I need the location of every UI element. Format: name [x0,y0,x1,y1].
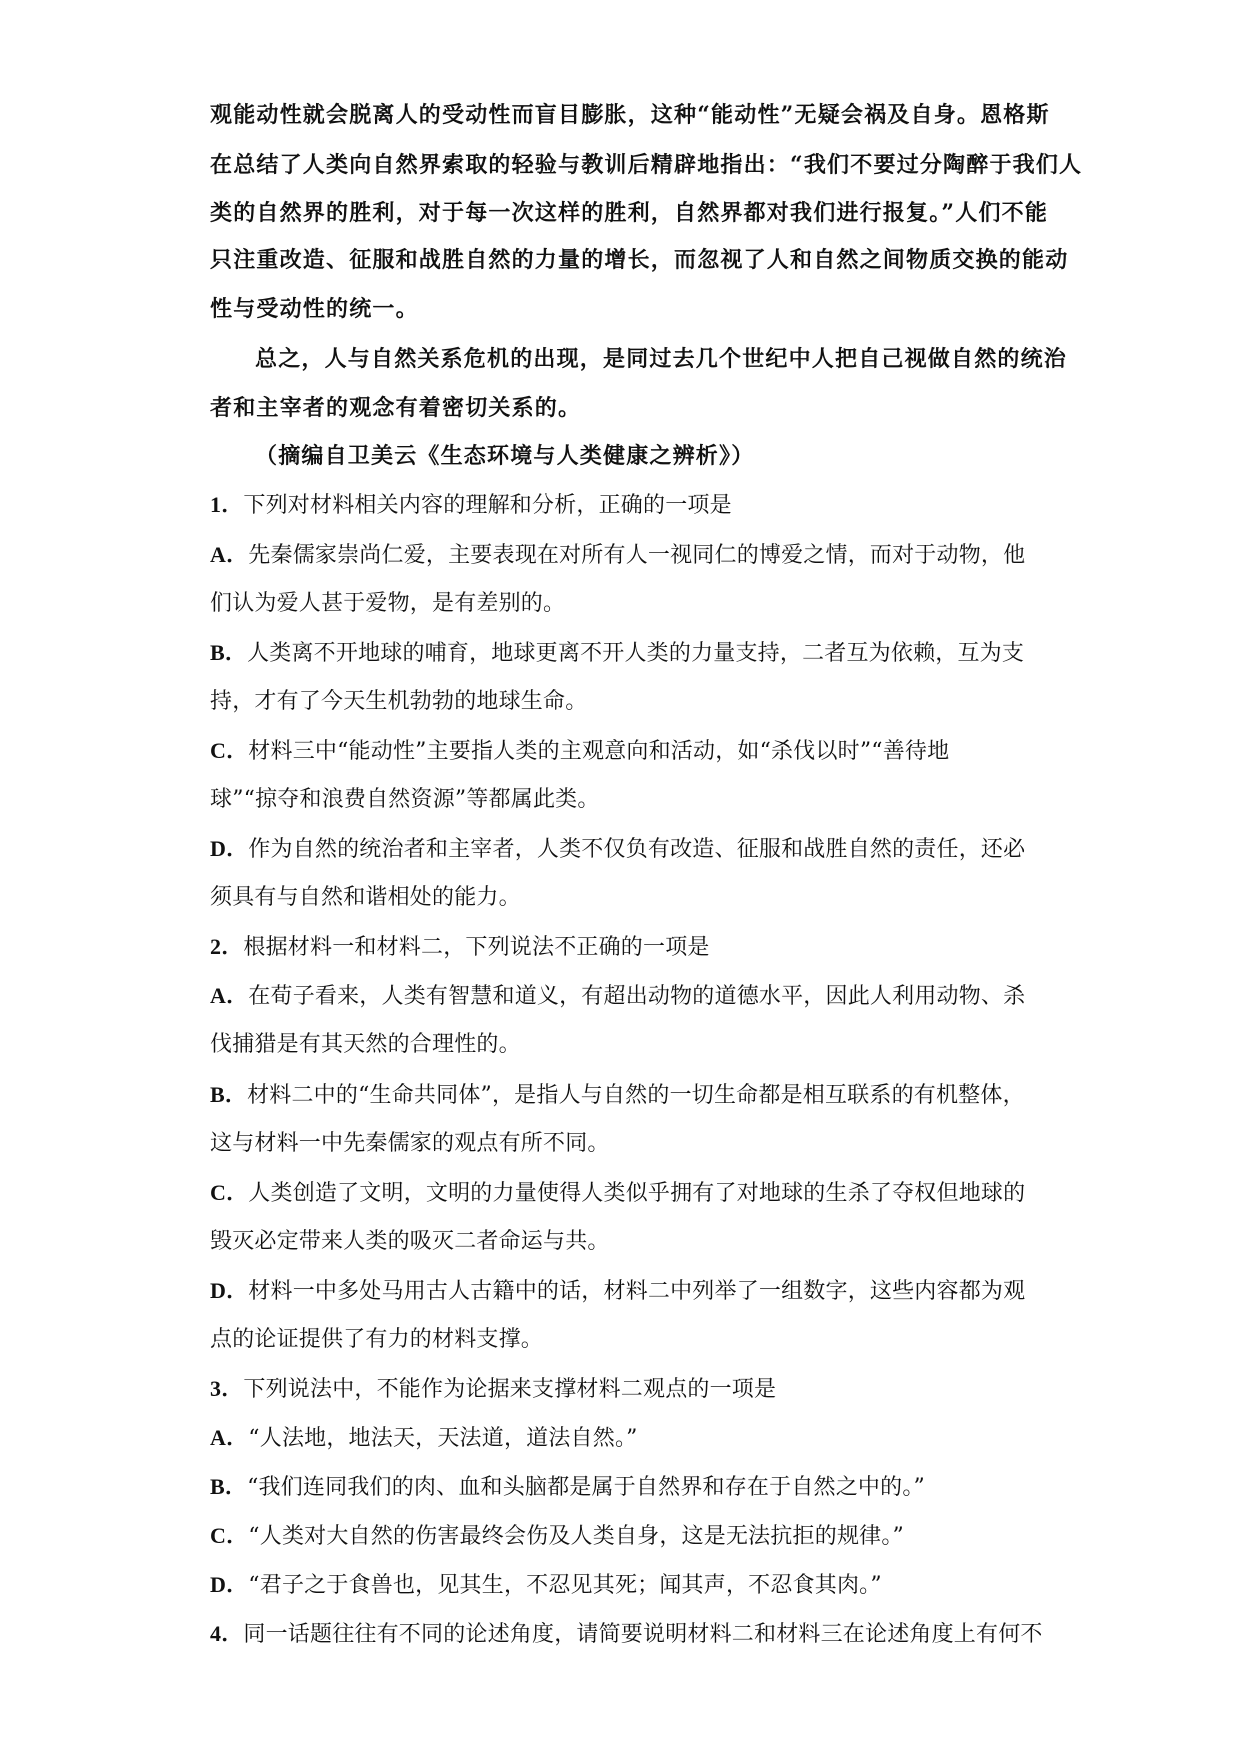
option-label: B． [210,640,248,665]
option-line [210,1472,925,1503]
question-text: 下列说法中，不能作为论据来支撑材料二观点的一项是 [243,1377,777,1402]
option-line [210,1276,1025,1307]
option-line-continued: 球”“掠夺和浪费自然资源”等都属此类。 [210,787,600,812]
option-text: 在荀子看来，人类有智慧和道义，有超出动物的道德水平，因此人利用动物、杀 [248,984,1026,1009]
option-line [210,1178,1025,1209]
passage-line: 在总结了人类向自然界索取的轻验与教训后精辟地指出：“我们不要过分陶醉于我们人 [210,152,1083,178]
option-line [210,540,1025,571]
option-text: 人类创造了文明，文明的力量使得人类似乎拥有了对地球的生杀了夺权但地球的 [248,1181,1026,1206]
option-text: “人类对大自然的伤害最终会伤及人类自身，这是无法抗拒的规律。” [248,1524,904,1549]
option-line-continued: 毁灭必定带来人类的吸灭二者命运与共。 [210,1229,610,1254]
option-label: D． [210,1572,249,1597]
option-label: C． [210,738,249,763]
question-text: 根据材料一和材料二，下列说法不正确的一项是 [243,935,710,960]
option-text: 材料一中多处马用古人古籍中的话，材料二中列举了一组数字，这些内容都为观 [248,1279,1026,1304]
passage-line: 类的自然界的胜利，对于每一次这样的胜利，自然界都对我们进行报复。”人们不能 [210,200,1049,226]
option-text: 人类离不开地球的哺育，地球更离不开人类的力量支持，二者互为依赖，互为支 [247,641,1025,666]
option-label: A． [210,983,249,1008]
question-number: 2． [210,934,244,959]
option-label: B． [210,1082,248,1107]
option-line-continued: 们认为爱人甚于爱物，是有差别的。 [210,591,566,616]
option-line [210,1521,904,1552]
option-line [210,736,949,767]
option-label: C． [210,1523,249,1548]
option-label: B． [210,1474,248,1499]
option-text: “我们连同我们的肉、血和头脑都是属于自然界和存在于自然之中的。” [247,1475,925,1500]
option-label: A． [210,542,249,567]
question-stem [210,932,710,963]
option-line [210,1423,638,1454]
question-text: 下列对材料相关内容的理解和分析，正确的一项是 [243,493,732,518]
option-text: 作为自然的统治者和主宰者，人类不仅负有改造、征服和战胜自然的责任，还必 [248,837,1026,862]
option-text: “君子之于食兽也，见其生，不忍见其死；闻其声，不忍食其肉。” [248,1573,882,1598]
option-label: D． [210,836,249,861]
option-label: A． [210,1425,249,1450]
question-stem [210,1619,1043,1650]
question-number: 4． [210,1621,244,1646]
passage-line: 总之，人与自然关系危机的出现，是同过去几个世纪中人把自己视做自然的统治 [255,346,1068,372]
question-text: 同一话题往往有不同的论述角度，请简要说明材料二和材料三在论述角度上有何不 [243,1622,1043,1647]
option-text: “人法地，地法天，天法道，道法自然。” [248,1426,638,1451]
option-label: D． [210,1278,249,1303]
option-line [210,834,1025,865]
passage-source: （摘编自卫美云《生态环境与人类健康之辨析》） [255,443,755,469]
passage-line: 观能动性就会脱离人的受动性而盲目膨胀，这种“能动性”无疑会祸及自身。恩格斯 [210,102,1050,128]
option-line-continued: 须具有与自然和谐相处的能力。 [210,885,521,910]
option-label: C． [210,1180,249,1205]
option-line [210,638,1024,669]
passage-line: 只注重改造、征服和战胜自然的力量的增长，而忽视了人和自然之间物质交换的能动 [210,247,1069,273]
option-line [210,1570,882,1601]
passage-line: 性与受动性的统一。 [210,296,419,322]
option-line-continued: 持，才有了今天生机勃勃的地球生命。 [210,689,588,714]
option-text: 材料三中“能动性”主要指人类的主观意向和活动，如“杀伐以时”“善待地 [248,739,950,764]
passage-line: 者和主宰者的观念有着密切关系的。 [210,395,582,421]
option-line [210,981,1025,1012]
option-line-continued: 点的论证提供了有力的材料支撑。 [210,1327,544,1352]
question-number: 3． [210,1376,244,1401]
option-text: 材料二中的“生命共同体”，是指人与自然的一切生命都是相互联系的有机整体， [247,1083,1025,1108]
option-line-continued: 伐捕猎是有其天然的合理性的。 [210,1032,521,1057]
option-text: 先秦儒家崇尚仁爱，主要表现在对所有人一视同仁的博爱之情，而对于动物，他 [248,543,1026,568]
question-stem [210,1374,776,1405]
question-number: 1． [210,492,244,517]
question-stem [210,490,732,521]
option-line [210,1080,1025,1111]
option-line-continued: 这与材料一中先秦儒家的观点有所不同。 [210,1131,610,1156]
